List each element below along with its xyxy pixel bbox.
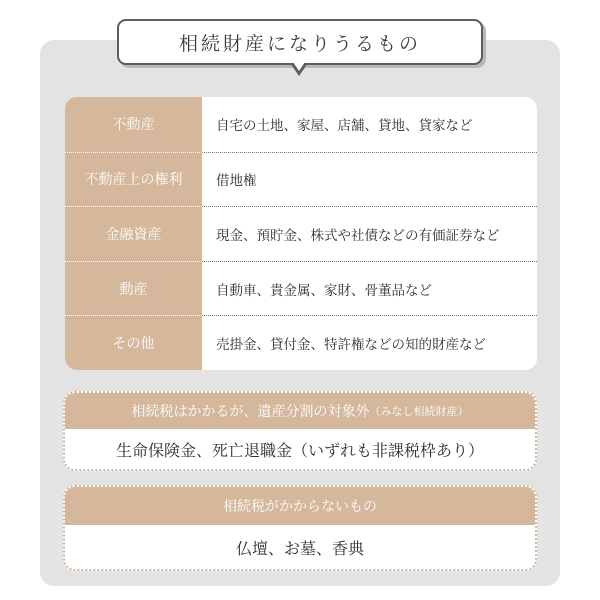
table-row xyxy=(65,261,537,316)
table-row xyxy=(65,206,537,261)
table-row xyxy=(65,97,537,152)
asset-table xyxy=(65,97,537,370)
row-label: 不動産 xyxy=(65,97,202,152)
nontaxable-box xyxy=(63,485,537,571)
deemed-inheritance-box xyxy=(63,391,537,471)
table-row xyxy=(65,152,537,207)
row-value: 自動車、貴金属、家財、骨董品など xyxy=(202,262,537,316)
row-label: 不動産上の権利 xyxy=(65,152,202,207)
table-row xyxy=(65,315,537,370)
row-value: 売掛金、貸付金、特許権などの知的財産など xyxy=(202,316,537,370)
row-label: 金融資産 xyxy=(65,206,202,261)
box-header-note: （みなし相続財産） xyxy=(369,405,469,418)
box-header-main: 相続税はかかるが、遺産分割の対象外 xyxy=(131,404,370,420)
box-header xyxy=(65,393,535,429)
box-body: 仏壇、お墓、香典 xyxy=(65,525,535,569)
title-bubble xyxy=(117,19,483,65)
row-label: その他 xyxy=(65,315,202,370)
row-value: 借地権 xyxy=(202,153,537,207)
row-label: 動産 xyxy=(65,261,202,316)
bubble-tail-inner xyxy=(293,62,305,71)
row-value: 自宅の土地、家屋、店舗、貸地、貸家など xyxy=(202,97,537,152)
row-value: 現金、預貯金、株式や社債などの有価証券など xyxy=(202,207,537,261)
box-header: 相続税がかからないもの xyxy=(65,487,535,525)
page-title: 相続財産になりうるもの xyxy=(178,32,421,55)
box-body: 生命保険金、死亡退職金（いずれも非課税枠あり） xyxy=(65,429,535,469)
